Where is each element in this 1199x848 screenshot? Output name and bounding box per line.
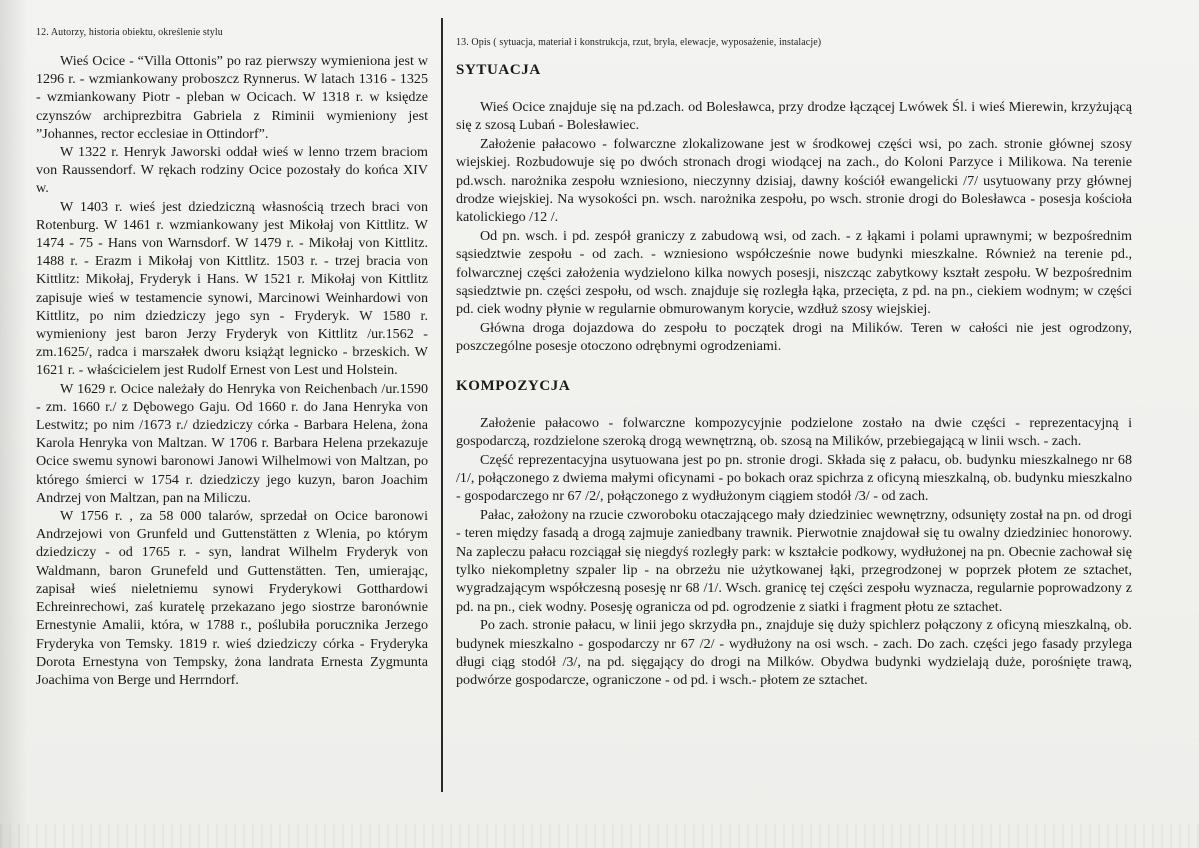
history-paragraph: W 1629 r. Ocice należały do Henryka von Reichenbach /ur.1590 - zm. 1660 r./ z Dębowego Gaju. Od 1660 r. do Jana Henryka von Lestwitz; po nim /1673 r./ dziedziczy córka - Barbara Helena, żona Karola Henryka von Maltzan. W 1706 r. Barbara Helena przekazuje Ocice swemu synowi baronowi Janowi Wilhelmowi von Maltzan, po którego śmierci w 1754 r. dziedziczy jego kuzyn, baron Joachim Andrzej von Maltzan, pan na Miliczu. (36, 380, 428, 506)
kompozycja-paragraph: Założenie pałacowo - folwarczne kompozycyjnie podzielone zostało na dwie części - reprezentacyjną i gospodarczą, rozdzielone szeroką drogą wewnętrzną, ob. szosą na Milików, przebiegającą w linii wsch. - zach. (456, 414, 1132, 450)
history-paragraph: Wieś Ocice - “Villa Ottonis” po raz pierwszy wymieniona jest w 1296 r. - wzmiankowany proboszcz Rynnerus. W latach 1316 - 1325 - wzmiankowany Piotr - pleban w Ocicach. W 1318 r. w księdze czynszów archiprezbitra Gabriela z Riminii wymieniony jest ”Johannes, rector ecclesiae in Ottindorf”. (36, 53, 428, 142)
sytuacja-paragraph: Główna droga dojazdowa do zespołu to początek drogi na Milików. Teren w całości nie jest ogrodzony, poszczególne posesje otoczono odrębnymi ogrodzeniami. (456, 319, 1132, 355)
sytuacja-paragraph: Od pn. wsch. i pd. zespół graniczy z zabudową wsi, od zach. - z łąkami i polami uprawnymi; w bezpośrednim sąsiedztwie zespołu - od zach. - wzniesiono współcześnie nowe budynki mieszkalne. Również na terenie pd., folwarcznej części założenia wydzielono kilka nowych posesji, niszcząc zabytkowy kształt zespołu. W bezpośrednim sąsiedztwie pn. części zespołu, od wsch. znajduje się rozległa łąka, przecięta, z pd. na pn., ciekiem wodnym; w części pd. ciek wodny płynie w regularnie obmurowanym korycie, wzdłuż szosy wiejskiej. (456, 227, 1132, 318)
column-divider (441, 18, 443, 792)
kompozycja-paragraph: Część reprezentacyjna usytuowana jest po pn. stronie drogi. Składa się z pałacu, ob. budynku mieszkalnego nr 68 /1/, połączonego z dwiema małymi oficynami - po bokach oraz spichrza z oficyną mieszkalną, ob. budynku mieszkalno - gospodarczego nr 67 /2/, połączonego z wydłużonym ciągiem stodół /3/ - od zach. (456, 451, 1132, 505)
scan-bleed-through (0, 824, 1199, 848)
sytuacja-paragraph: Założenie pałacowo - folwarczne zlokalizowane jest w środkowej części wsi, po zach. stronie głównej szosy wiejskiej. Rozbudowuje się po dwóch stronach drogi wiodącej na zach., do Koloni Parzyce i Milikowa. Na terenie pd.wsch. narożnika zespołu wzniesiono, nieczynny dzisiaj, dawny kościół ewangelicki /7/ usytuowany przy głównej drodze wiejskiej. Na wysokości pn. wsch. narożnika zespołu, po wsch. stronie drogi do Bolesławca - posesja kościoła katolickiego /12 /. (456, 135, 1132, 226)
history-column (36, 52, 428, 689)
history-paragraph: W 1403 r. wieś jest dziedziczną własnością trzech braci von Rotenburg. W 1461 r. wzmiankowany jest Mikołaj von Kittlitz. W 1474 - 75 - Hans von Warnsdorf. W 1479 r. - Mikołaj von Kittlitz. 1488 r. - Erazm i Mikołaj von Kittlitz. 1503 r. - trzej bracia von Kittlitz: Mikołaj, Fryderyk i Hans. W 1521 r. Mikołaj von Kittlitz zapisuje wieś w testamencie synowi, Marcinowi Weinhardowi von Kittlitz, po nim dziedziczy jego syn - Fryderyk. W 1580 r. wymieniony jest baron Jerzy Fryderyk von Kittlitz /ur.1562 - zm.1625/, radca i marszałek dworu książąt legnicko - brzeskich. W 1621 r. - właścicielem jest Rudolf Ernest von Lest und Holstein. (36, 198, 428, 379)
history-paragraph: W 1756 r. , za 58 000 talarów, sprzedał on Ocice baronowi Andrzejowi von Grunfeld und Guttenstätten z Wlenia, po którym dziedziczy - od 1765 r. - syn, landrat Wilhelm Fryderyk von Waldmann, baron Grunefeld und Guttenstätten. Ten, umierając, zapisał wieś nieletniemu synowi Fryderykowi Gotthardowi Echreinrechowi, zaś kuratelę przekazano jego siostrze baronównie Ernestynie Amalii, która, w 1788 r., poślubiła porucznika Jerzego Fryderyka von Temsky. 1819 r. wieś dziedziczy córka - Fryderyka Dorota Ernestyna von Tempsky, żona landrata Ernesta Zygmunta Joachima von Berge und Herrndorf. (36, 508, 428, 688)
right-column-header: 13. Opis ( sytuacja, materiał i konstrukcja, rzut, bryła, elewacje, wyposażenie, instalacje) (456, 37, 822, 48)
kompozycja-paragraph: Po zach. stronie pałacu, w linii jego skrzydła pn., znajduje się duży spichlerz połączony z oficyną mieszkalną, ob. budynek mieszkalno - gospodarczy nr 67 /2/ - wydłużony na osi wsch. - zach. Do zach. części jego fasady przylega długi ciąg stodół /3/, na pd. sięgający do drogi na Milków. Obydwa budynki wydzielają duże, porośnięte trawą, podwórze gospodarcze, ograniczone - od pd. i wsch.- płotem ze sztachet. (456, 617, 1132, 689)
history-paragraph: W 1322 r. Henryk Jaworski oddał wieś w lenno trzem braciom von Raussendorf. W rękach rodziny Ocice pozostały do końca XIV w. (36, 144, 428, 197)
section-heading-sytuacja: SYTUACJA (456, 62, 541, 78)
kompozycja-paragraph: Pałac, założony na rzucie czworoboku otaczającego mały dziedziniec wewnętrzny, odsunięty został na pn. od drogi - teren między fasadą a drogą zajmuje zaniedbany trawnik. Pierwotnie znajdował się tu owalny dziedziniec honorowy. Na zapleczu pałacu rozciągał się niegdyś rozległy park: w kształcie podkowy, wydłużonej na pn. Obecnie zachował się tylko niekompletny szpaler lip - na obrzeżu nie użytkowanej łąki, przegrodzonej w poprzek płotem ze sztachet, wygradzającym współczesną posesję nr 68 /1/. Wsch. granicę tej części zespołu wyznacza, regularnie poprowadzony z pd. na pn., ciek wodny. Posesję ogranicza od pd. ogrodzenie z siatki i fragment płotu ze sztachet. (456, 506, 1132, 615)
section-heading-kompozycja: KOMPOZYCJA (456, 377, 571, 394)
scan-edge-shadow (0, 0, 28, 848)
sytuacja-paragraph: Wieś Ocice znajduje się na pd.zach. od Bolesławca, przy drodze łączącej Lwówek Śl. i wieś Mierewin, krzyżującą się z szosą Lubań - Bolesławiec. (456, 99, 1132, 134)
left-column-header: 12. Autorzy, historia obiektu, określenie stylu (36, 27, 223, 38)
description-column (456, 60, 1132, 690)
